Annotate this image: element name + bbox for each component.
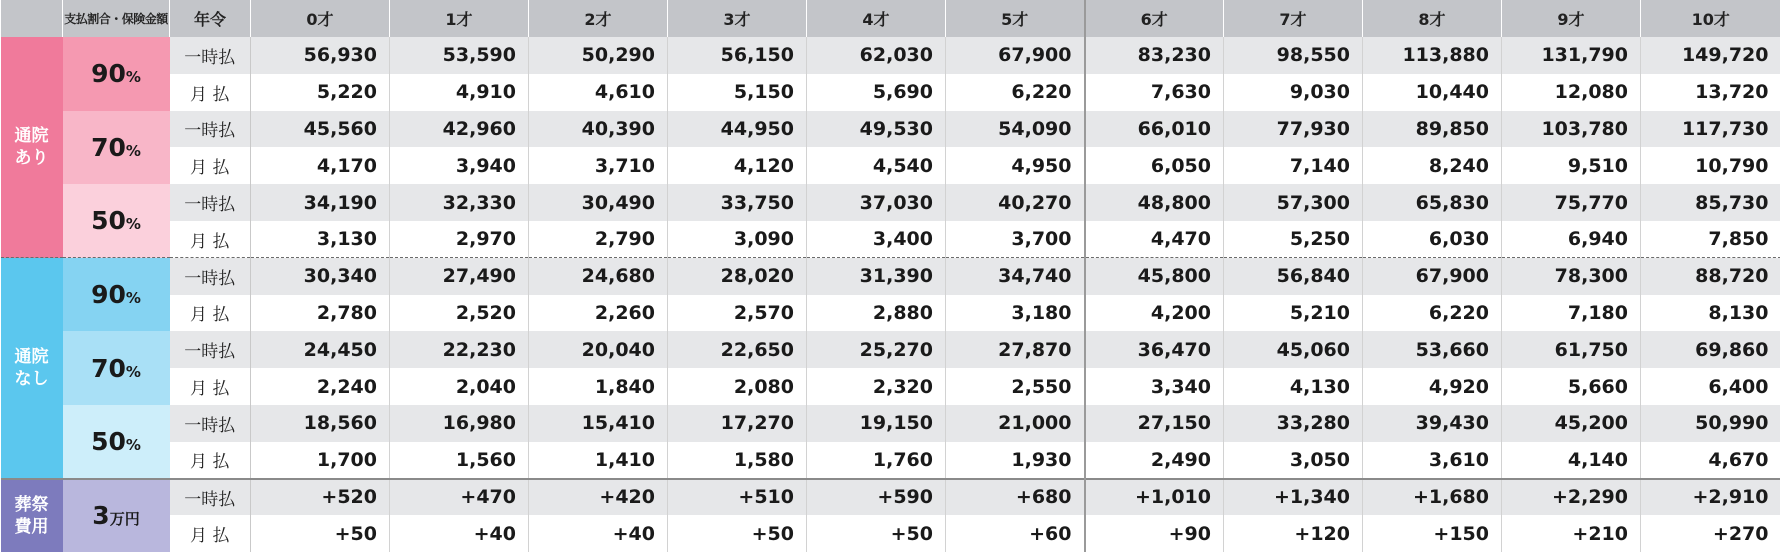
premium-cell: +2,910 [1641,479,1780,516]
payment-monthly-label: 月 払 [170,368,251,405]
premium-cell: 17,270 [668,405,807,442]
premium-cell: +50 [668,515,807,552]
header-age-0: 0才 [251,0,390,37]
premium-cell: 69,860 [1641,331,1780,368]
premium-cell: 1,700 [251,442,390,479]
premium-cell: 45,060 [1224,331,1363,368]
premium-cell: 2,080 [668,368,807,405]
premium-cell: 34,190 [251,184,390,221]
premium-cell: 45,800 [1085,258,1224,295]
coverage-ratio-unit: % [125,215,141,234]
premium-cell: 98,550 [1224,37,1363,74]
premium-cell: +50 [251,515,390,552]
premium-cell: 56,930 [251,37,390,74]
premium-cell: 67,900 [946,37,1085,74]
coverage-ratio-unit: % [125,68,141,87]
group-label-line2: あり [14,148,49,169]
coverage-ratio-value: 90 [91,280,126,310]
premium-cell: 20,040 [529,331,668,368]
premium-cell: 6,220 [946,74,1085,111]
premium-cell: 6,050 [1085,147,1224,184]
premium-cell: 7,180 [1502,295,1641,332]
header-age-2: 2才 [529,0,668,37]
premium-cell: +150 [1363,515,1502,552]
payment-lump-label: 一時払 [170,479,251,516]
header-age-6: 6才 [1085,0,1224,37]
group-label-line1: 通院 [14,126,49,147]
premium-cell: 1,930 [946,442,1085,479]
coverage-ratio-unit: % [125,362,141,381]
premium-cell: 18,560 [251,405,390,442]
premium-cell: 6,220 [1363,295,1502,332]
premium-cell: 33,280 [1224,405,1363,442]
premium-cell: 3,700 [946,221,1085,258]
premium-cell: 4,950 [946,147,1085,184]
premium-cell: 9,030 [1224,74,1363,111]
premium-cell: 75,770 [1502,184,1641,221]
premium-cell: 2,970 [390,221,529,258]
premium-cell: 66,010 [1085,111,1224,148]
table-row [1,331,1780,368]
table-row [1,74,1780,111]
premium-cell: 113,880 [1363,37,1502,74]
premium-cell: 5,150 [668,74,807,111]
premium-cell: 15,410 [529,405,668,442]
premium-cell: +590 [807,479,946,516]
premium-cell: 2,520 [390,295,529,332]
premium-cell: 1,760 [807,442,946,479]
premium-cell: 1,580 [668,442,807,479]
premium-cell: 34,740 [946,258,1085,295]
premium-cell: 4,920 [1363,368,1502,405]
premium-cell: 50,290 [529,37,668,74]
premium-cell: 50,990 [1641,405,1780,442]
premium-cell: 1,410 [529,442,668,479]
premium-cell: 57,300 [1224,184,1363,221]
premium-cell: 22,230 [390,331,529,368]
group-label [1,258,63,479]
premium-cell: 2,040 [390,368,529,405]
premium-cell: 10,790 [1641,147,1780,184]
premium-cell: 5,660 [1502,368,1641,405]
coverage-ratio-unit: % [125,289,141,308]
premium-cell: +520 [251,479,390,516]
premium-cell: 62,030 [807,37,946,74]
premium-cell: +2,290 [1502,479,1641,516]
premium-cell: 78,300 [1502,258,1641,295]
premium-cell: +210 [1502,515,1641,552]
premium-cell: 28,020 [668,258,807,295]
premium-cell: 65,830 [1363,184,1502,221]
payment-lump-label: 一時払 [170,405,251,442]
payment-lump-label: 一時払 [170,37,251,74]
table-row [1,37,1780,74]
header-age-8: 8才 [1363,0,1502,37]
premium-cell: +680 [946,479,1085,516]
premium-cell: 5,220 [251,74,390,111]
premium-cell: 27,490 [390,258,529,295]
premium-cell: 8,240 [1363,147,1502,184]
header-ratio: 支払割合・保険金額 [63,0,170,37]
premium-cell: 53,590 [390,37,529,74]
premium-cell: 3,610 [1363,442,1502,479]
table-row [1,405,1780,442]
premium-cell: 39,430 [1363,405,1502,442]
premium-cell: +90 [1085,515,1224,552]
premium-cell: 4,200 [1085,295,1224,332]
premium-cell: +510 [668,479,807,516]
payment-monthly-label: 月 払 [170,74,251,111]
table-row [1,258,1780,295]
table-row [1,295,1780,332]
premium-cell: 3,090 [668,221,807,258]
premium-cell: +40 [529,515,668,552]
header-age-9: 9才 [1502,0,1641,37]
coverage-ratio-unit: 万円 [109,510,140,529]
payment-monthly-label: 月 払 [170,515,251,552]
premium-cell: 6,940 [1502,221,1641,258]
group-label [1,37,63,258]
header-age-1: 1才 [390,0,529,37]
premium-cell: 4,140 [1502,442,1641,479]
coverage-ratio-value: 90 [91,59,126,89]
premium-cell: 21,000 [946,405,1085,442]
premium-cell: 48,800 [1085,184,1224,221]
premium-cell: 2,880 [807,295,946,332]
premium-cell: 61,750 [1502,331,1641,368]
premium-cell: 31,390 [807,258,946,295]
premium-cell: 2,320 [807,368,946,405]
table-row [1,147,1780,184]
coverage-ratio-unit: % [125,435,141,454]
premium-cell: 2,490 [1085,442,1224,479]
premium-cell: 30,490 [529,184,668,221]
coverage-ratio-value: 70 [91,132,126,162]
payment-monthly-label: 月 払 [170,221,251,258]
payment-monthly-label: 月 払 [170,295,251,332]
coverage-ratio [63,479,170,553]
premium-cell: 56,840 [1224,258,1363,295]
premium-cell: 5,250 [1224,221,1363,258]
premium-cell: 2,790 [529,221,668,258]
table-row [1,111,1780,148]
premium-cell: 2,550 [946,368,1085,405]
coverage-ratio-value: 50 [91,426,126,456]
premium-cell: +50 [807,515,946,552]
premium-cell: 3,400 [807,221,946,258]
header-age-5: 5才 [946,0,1085,37]
premium-cell: 2,260 [529,295,668,332]
premium-cell: 42,960 [390,111,529,148]
group-label-line1: 葬祭 [14,494,49,515]
premium-cell: 40,270 [946,184,1085,221]
header-age-4: 4才 [807,0,946,37]
table-row [1,442,1780,479]
group-label-line2: 費用 [14,516,49,537]
group-label-line2: なし [14,368,49,389]
premium-cell: +470 [390,479,529,516]
premium-cell: 3,180 [946,295,1085,332]
premium-cell: 7,630 [1085,74,1224,111]
table-row [1,479,1780,516]
premium-cell: 45,200 [1502,405,1641,442]
premium-cell: 4,670 [1641,442,1780,479]
premium-cell: 4,470 [1085,221,1224,258]
group-label [1,479,63,553]
premium-cell: 2,570 [668,295,807,332]
premium-cell: 54,090 [946,111,1085,148]
premium-cell: 6,400 [1641,368,1780,405]
premium-cell: 19,150 [807,405,946,442]
premium-cell: +40 [390,515,529,552]
coverage-ratio-value: 3 [92,501,110,531]
premium-cell: 24,680 [529,258,668,295]
header-age-10: 10才 [1641,0,1780,37]
payment-monthly-label: 月 払 [170,147,251,184]
premium-cell: 117,730 [1641,111,1780,148]
coverage-ratio-unit: % [125,141,141,160]
premium-cell: 4,170 [251,147,390,184]
header-age-3: 3才 [668,0,807,37]
premium-cell: 7,140 [1224,147,1363,184]
premium-cell: 10,440 [1363,74,1502,111]
premium-cell: 49,530 [807,111,946,148]
premium-cell: 89,850 [1363,111,1502,148]
premium-cell: 3,130 [251,221,390,258]
table-row [1,515,1780,552]
coverage-ratio-value: 70 [91,353,126,383]
coverage-ratio [63,37,170,111]
table-body [1,37,1780,552]
payment-lump-label: 一時払 [170,258,251,295]
header-age: 年令 [170,0,251,37]
premium-cell: 131,790 [1502,37,1641,74]
premium-cell: 149,720 [1641,37,1780,74]
coverage-ratio [63,258,170,332]
premium-cell: 27,150 [1085,405,1224,442]
table-row [1,368,1780,405]
coverage-ratio [63,184,170,258]
coverage-ratio [63,331,170,405]
premium-cell: 53,660 [1363,331,1502,368]
premium-cell: 1,560 [390,442,529,479]
payment-lump-label: 一時払 [170,111,251,148]
premium-cell: 45,560 [251,111,390,148]
premium-cell: 88,720 [1641,258,1780,295]
premium-cell: 6,030 [1363,221,1502,258]
premium-cell: 30,340 [251,258,390,295]
premium-cell: 4,130 [1224,368,1363,405]
premium-cell: 5,690 [807,74,946,111]
premium-cell: 13,720 [1641,74,1780,111]
payment-monthly-label: 月 払 [170,442,251,479]
premium-cell: +270 [1641,515,1780,552]
premium-cell: 67,900 [1363,258,1502,295]
premium-cell: 24,450 [251,331,390,368]
header-row [1,0,1780,37]
premium-cell: 7,850 [1641,221,1780,258]
coverage-ratio [63,111,170,185]
premium-cell: 25,270 [807,331,946,368]
coverage-ratio-value: 50 [91,206,126,236]
premium-cell: 8,130 [1641,295,1780,332]
premium-cell: 27,870 [946,331,1085,368]
table-row [1,184,1780,221]
header-age-7: 7才 [1224,0,1363,37]
premium-cell: 33,750 [668,184,807,221]
table-row [1,221,1780,258]
premium-cell: 32,330 [390,184,529,221]
header-corner [1,0,63,37]
premium-cell: 4,910 [390,74,529,111]
premium-cell: 4,610 [529,74,668,111]
premium-cell: 77,930 [1224,111,1363,148]
premium-cell: 4,120 [668,147,807,184]
premium-cell: +60 [946,515,1085,552]
premium-cell: +420 [529,479,668,516]
premium-cell: 83,230 [1085,37,1224,74]
premium-cell: 40,390 [529,111,668,148]
premium-cell: 2,780 [251,295,390,332]
premium-cell: 56,150 [668,37,807,74]
premium-cell: 3,050 [1224,442,1363,479]
premium-cell: 36,470 [1085,331,1224,368]
premium-cell: 37,030 [807,184,946,221]
premium-cell: 1,840 [529,368,668,405]
premium-cell: 3,710 [529,147,668,184]
premium-cell: 2,240 [251,368,390,405]
premium-cell: 16,980 [390,405,529,442]
premium-cell: +1,680 [1363,479,1502,516]
premium-cell: 5,210 [1224,295,1363,332]
premium-cell: 22,650 [668,331,807,368]
premium-cell: 12,080 [1502,74,1641,111]
payment-lump-label: 一時払 [170,331,251,368]
premium-cell: 103,780 [1502,111,1641,148]
premium-cell: 44,950 [668,111,807,148]
premium-cell: +120 [1224,515,1363,552]
premium-cell: 9,510 [1502,147,1641,184]
premium-cell: 3,940 [390,147,529,184]
coverage-ratio [63,405,170,479]
premium-cell: +1,010 [1085,479,1224,516]
premium-cell: 3,340 [1085,368,1224,405]
premium-cell: 4,540 [807,147,946,184]
payment-lump-label: 一時払 [170,184,251,221]
group-label-line1: 通院 [14,346,49,367]
premium-cell: +1,340 [1224,479,1363,516]
premium-cell: 85,730 [1641,184,1780,221]
